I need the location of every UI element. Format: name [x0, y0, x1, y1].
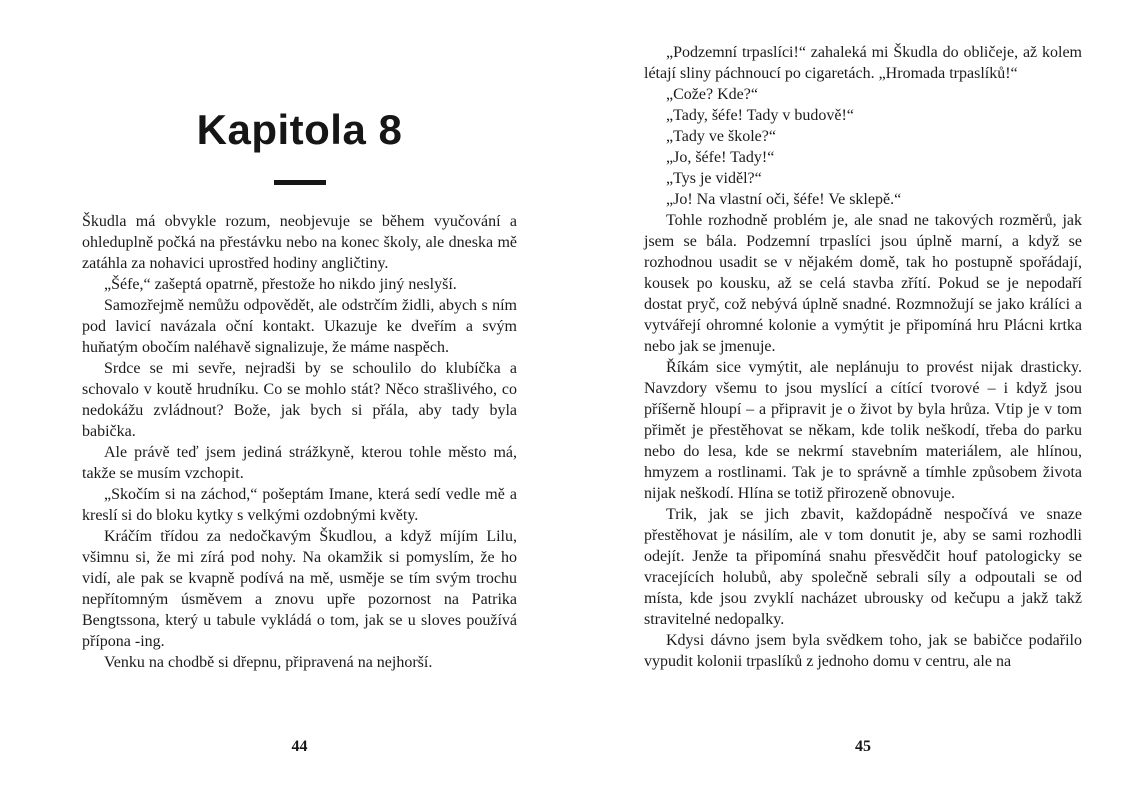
paragraph: Tohle rozhodně problém je, ale snad ne takových rozměrů, jak jsem se bála. Podzemní trpaslíci jsou úplně marní, a když se rozhodnou usadit se v nějakém domě, tak ho postupně spořádají, kousek po kousku, až se celá stavba zřítí. Pokud se je nepodaří dostat pryč, což nebývá úplně snadné. Rozmnožují se jako králíci a vytvářejí ohromné kolonie a vymýtit je připomíná hru Plácni krtka nebo jak se jmenuje. [644, 212, 1082, 355]
chapter-divider [274, 180, 326, 185]
paragraph: „Podzemní trpaslíci!“ zahaleká mi Škudla do obličeje, až kolem létají sliny páchnoucí po cigaretách. „Hromada trpaslíků!“ [644, 44, 1082, 82]
paragraph: Ale právě teď jsem jediná strážkyně, kterou tohle město má, takže se musím vzchopit. [82, 444, 517, 482]
paragraph: „Tys je viděl?“ [666, 170, 762, 187]
page-number-right: 45 [855, 738, 871, 755]
paragraph: Srdce se mi sevře, nejradši by se schoulilo do klubíčka a schovalo v koutě hrudníku. Co se mohlo stát? Něco strašlivého, co nedokážu zvládnout? Bože, jak bych si přála, aby tady byla babička. [82, 360, 517, 440]
paragraph: „Tady, šéfe! Tady v budově!“ [666, 107, 854, 124]
left-page-body [82, 211, 517, 673]
paragraph: „Jo! Na vlastní oči, šéfe! Ve sklepě.“ [666, 191, 902, 208]
paragraph: Samozřejmě nemůžu odpovědět, ale odstrčím židli, abych s ním pod lavicí navázala oční kontakt. Ukazuje ke dveřím a svým huňatým obočím naléhavě signalizuje, že máme naspěch. [82, 297, 517, 356]
paragraph: Kráčím třídou za nedočkavým Škudlou, a když míjím Lilu, všimnu si, že mi zírá pod nohy. Na okamžik si pomyslím, že ho vidí, ale pak se kvapně podívá na mě, usměje se tím svým trochu nepřítomným úsměvem a znovu upře pozornost na Patrika Bengtssona, který u tabule vykládá o tom, jak se u sloves používá přípona -ing. [82, 528, 517, 650]
paragraph: „Šéfe,“ zašeptá opatrně, přestože ho nikdo jiný neslyší. [104, 276, 457, 293]
paragraph: „Skočím si na záchod,“ pošeptám Imane, která sedí vedle mě a kreslí si do bloku kytky s velkými ozdobnými květy. [82, 486, 517, 524]
paragraph: Škudla má obvykle rozum, neobjevuje se během vyučování a ohleduplně počká na přestávku nebo na konec školy, ale dneska mě zatáhla za nohavici uprostřed hodiny angličtiny. [82, 213, 517, 272]
paragraph: „Tady ve škole?“ [666, 128, 776, 145]
paragraph: Trik, jak se jich zbavit, každopádně nespočívá ve snaze přestěhovat je násilím, ale v tom donutit je, aby se sami rozhodli odejít. Jenže ta připomíná snahu přesvědčit houf patologicky se vracejících holubů, aby společně sebrali síly a odpoutali se od místa, kde jsou zvyklí nacházet ubrousky od kečupu a jakž takž stravitelné nedopalky. [644, 506, 1082, 628]
paragraph: Kdysi dávno jsem byla svědkem toho, jak se babičce podařilo vypudit kolonii trpaslíků z jednoho domu v centru, ale na [644, 632, 1082, 670]
chapter-title: Kapitola 8 [196, 106, 403, 153]
right-page-body [644, 0, 1082, 672]
page-number-left: 44 [291, 738, 308, 755]
paragraph: „Jo, šéfe! Tady!“ [666, 149, 775, 166]
paragraph: „Cože? Kde?“ [666, 86, 758, 103]
paragraph: Říkám sice vymýtit, ale neplánuju to provést nijak drasticky. Navzdory všemu to jsou myslící a cítící tvorové – i když jsou příšerně hloupí – a připravit je o život by byla hrůza. Vtip je v tom přimět je přestěhovat se někam, kde tolik neškodí, třeba do parku nebo do lesa, kde se nekrmí stavebním materiálem, ale hlínou, hmyzem a rostlinami. Tak je to správně a tímhle způsobem života nijak neškodí. Hlína se totiž přirozeně obnovuje. [644, 359, 1082, 502]
paragraph: Venku na chodbě si dřepnu, připravená na nejhorší. [104, 654, 433, 671]
right-page [566, 0, 1132, 800]
